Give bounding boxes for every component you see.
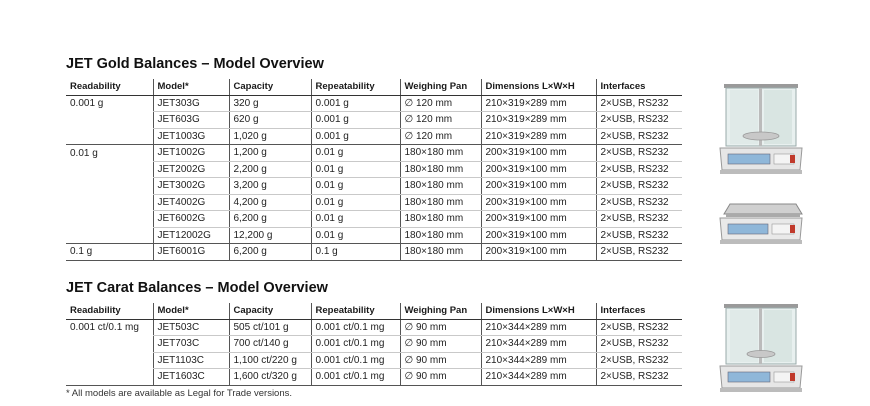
- table-row: [66, 336, 682, 353]
- table-row: [66, 319, 682, 336]
- cell-repeatability: 0.001 g: [311, 128, 400, 145]
- cell-pan: ∅ 90 mm: [400, 369, 481, 386]
- cell-capacity: 4,200 g: [229, 194, 311, 211]
- cell-model: JET603G: [153, 112, 229, 129]
- table-row: [66, 161, 682, 178]
- table-row: [66, 211, 682, 228]
- cell-capacity: 6,200 g: [229, 211, 311, 228]
- header-interfaces: Interfaces: [596, 79, 682, 95]
- header-dimensions: Dimensions L×W×H: [481, 79, 596, 95]
- cell-interfaces: 2×USB, RS232: [596, 145, 682, 162]
- cell-pan: 180×180 mm: [400, 178, 481, 195]
- cell-capacity: 1,600 ct/320 g: [229, 369, 311, 386]
- header-repeatability: Repeatability: [311, 79, 400, 95]
- cell-capacity: 1,020 g: [229, 128, 311, 145]
- cell-dimensions: 200×319×100 mm: [481, 178, 596, 195]
- header-weighing-pan: Weighing Pan: [400, 79, 481, 95]
- cell-capacity: 320 g: [229, 95, 311, 112]
- cell-pan: ∅ 120 mm: [400, 112, 481, 129]
- header-interfaces: Interfaces: [596, 303, 682, 319]
- precision-balance-square-pan-icon: [716, 196, 806, 252]
- analytical-balance-image: [716, 78, 806, 182]
- header-repeatability: Repeatability: [311, 303, 400, 319]
- header-readability: Readability: [66, 79, 153, 95]
- cell-model: JET1002G: [153, 145, 229, 162]
- cell-model: JET12002G: [153, 227, 229, 244]
- gold-section-title: JET Gold Balances – Model Overview: [66, 56, 324, 72]
- cell-interfaces: 2×USB, RS232: [596, 244, 682, 261]
- table-row: [66, 145, 682, 162]
- cell-interfaces: 2×USB, RS232: [596, 194, 682, 211]
- table-row: [66, 95, 682, 112]
- cell-dimensions: 200×319×100 mm: [481, 211, 596, 228]
- cell-dimensions: 200×319×100 mm: [481, 227, 596, 244]
- cell-pan: 180×180 mm: [400, 194, 481, 211]
- cell-capacity: 700 ct/140 g: [229, 336, 311, 353]
- cell-interfaces: 2×USB, RS232: [596, 128, 682, 145]
- cell-model: JET1603C: [153, 369, 229, 386]
- table-row: [66, 352, 682, 369]
- cell-repeatability: 0.01 g: [311, 178, 400, 195]
- table-row: [66, 369, 682, 386]
- cell-interfaces: 2×USB, RS232: [596, 161, 682, 178]
- cell-readability: [66, 369, 153, 386]
- cell-interfaces: 2×USB, RS232: [596, 336, 682, 353]
- cell-model: JET2002G: [153, 161, 229, 178]
- cell-model: JET503C: [153, 319, 229, 336]
- cell-pan: ∅ 90 mm: [400, 319, 481, 336]
- analytical-balance-draft-shield-icon: [716, 78, 806, 182]
- cell-repeatability: 0.01 g: [311, 227, 400, 244]
- table-row: [66, 244, 682, 261]
- cell-readability: 0.1 g: [66, 244, 153, 261]
- header-model: Model*: [153, 303, 229, 319]
- cell-pan: 180×180 mm: [400, 161, 481, 178]
- carat-section-title: JET Carat Balances – Model Overview: [66, 280, 328, 296]
- cell-readability: [66, 352, 153, 369]
- cell-model: JET3002G: [153, 178, 229, 195]
- carat-balance-image: [716, 300, 806, 404]
- cell-readability: [66, 211, 153, 228]
- cell-readability: 0.001 ct/0.1 mg: [70, 322, 139, 333]
- cell-dimensions: 210×319×289 mm: [481, 112, 596, 129]
- cell-dimensions: 210×344×289 mm: [481, 336, 596, 353]
- cell-repeatability: 0.01 g: [311, 211, 400, 228]
- cell-readability: 0.001 g: [70, 98, 104, 109]
- cell-repeatability: 0.01 g: [311, 145, 400, 162]
- cell-readability: [66, 194, 153, 211]
- cell-interfaces: 2×USB, RS232: [596, 178, 682, 195]
- carat-model-table: [66, 303, 682, 386]
- table-row: [66, 194, 682, 211]
- precision-balance-image: [716, 196, 806, 252]
- cell-capacity: 1,200 g: [229, 145, 311, 162]
- header-model: Model*: [153, 79, 229, 95]
- header-readability: Readability: [66, 303, 153, 319]
- cell-capacity: 505 ct/101 g: [229, 319, 311, 336]
- cell-readability: [66, 161, 153, 178]
- cell-readability: [66, 227, 153, 244]
- cell-pan: ∅ 90 mm: [400, 352, 481, 369]
- cell-dimensions: 210×319×289 mm: [481, 95, 596, 112]
- cell-interfaces: 2×USB, RS232: [596, 95, 682, 112]
- gold-model-table: [66, 79, 682, 261]
- cell-dimensions: 200×319×100 mm: [481, 161, 596, 178]
- cell-pan: 180×180 mm: [400, 145, 481, 162]
- cell-repeatability: 0.001 g: [311, 112, 400, 129]
- cell-pan: 180×180 mm: [400, 211, 481, 228]
- cell-readability: [66, 112, 153, 129]
- header-weighing-pan: Weighing Pan: [400, 303, 481, 319]
- cell-capacity: 620 g: [229, 112, 311, 129]
- cell-interfaces: 2×USB, RS232: [596, 319, 682, 336]
- cell-readability: [66, 178, 153, 195]
- cell-readability: 0.01 g: [70, 147, 98, 159]
- cell-pan: 180×180 mm: [400, 227, 481, 244]
- cell-repeatability: 0.001 ct/0.1 mg: [311, 352, 400, 369]
- gold-header-row: [66, 79, 682, 95]
- cell-repeatability: 0.01 g: [311, 194, 400, 211]
- cell-repeatability: 0.01 g: [311, 161, 400, 178]
- cell-dimensions: 210×344×289 mm: [481, 319, 596, 336]
- table-row: [66, 128, 682, 145]
- cell-pan: ∅ 120 mm: [400, 128, 481, 145]
- cell-pan: ∅ 90 mm: [400, 336, 481, 353]
- cell-model: JET6002G: [153, 211, 229, 228]
- table-row: [66, 178, 682, 195]
- cell-capacity: 1,100 ct/220 g: [229, 352, 311, 369]
- cell-interfaces: 2×USB, RS232: [596, 352, 682, 369]
- cell-readability: [66, 336, 153, 353]
- header-capacity: Capacity: [229, 303, 311, 319]
- cell-pan: 180×180 mm: [400, 244, 481, 261]
- cell-pan: ∅ 120 mm: [400, 95, 481, 112]
- cell-interfaces: 2×USB, RS232: [596, 112, 682, 129]
- table-row: [66, 112, 682, 129]
- cell-capacity: 2,200 g: [229, 161, 311, 178]
- cell-capacity: 12,200 g: [229, 227, 311, 244]
- cell-interfaces: 2×USB, RS232: [596, 369, 682, 386]
- legal-for-trade-footnote: * All models are available as Legal for Trade versions.: [66, 388, 293, 399]
- cell-repeatability: 0.001 ct/0.1 mg: [311, 336, 400, 353]
- cell-model: JET6001G: [153, 244, 229, 261]
- cell-dimensions: 200×319×100 mm: [481, 244, 596, 261]
- cell-readability: [66, 128, 153, 145]
- cell-model: JET303G: [153, 95, 229, 112]
- header-dimensions: Dimensions L×W×H: [481, 303, 596, 319]
- cell-model: JET703C: [153, 336, 229, 353]
- cell-capacity: 6,200 g: [229, 244, 311, 261]
- cell-model: JET4002G: [153, 194, 229, 211]
- carat-balance-draft-shield-icon: [716, 300, 806, 404]
- cell-repeatability: 0.1 g: [311, 244, 400, 261]
- cell-model: JET1003G: [153, 128, 229, 145]
- carat-header-row: [66, 303, 682, 319]
- cell-repeatability: 0.001 ct/0.1 mg: [311, 319, 400, 336]
- cell-repeatability: 0.001 ct/0.1 mg: [311, 369, 400, 386]
- cell-dimensions: 210×344×289 mm: [481, 369, 596, 386]
- table-row: [66, 227, 682, 244]
- cell-repeatability: 0.001 g: [311, 95, 400, 112]
- header-capacity: Capacity: [229, 79, 311, 95]
- cell-model: JET1103C: [153, 352, 229, 369]
- cell-dimensions: 210×344×289 mm: [481, 352, 596, 369]
- cell-interfaces: 2×USB, RS232: [596, 211, 682, 228]
- cell-capacity: 3,200 g: [229, 178, 311, 195]
- cell-interfaces: 2×USB, RS232: [596, 227, 682, 244]
- cell-dimensions: 200×319×100 mm: [481, 145, 596, 162]
- cell-dimensions: 210×319×289 mm: [481, 128, 596, 145]
- cell-dimensions: 200×319×100 mm: [481, 194, 596, 211]
